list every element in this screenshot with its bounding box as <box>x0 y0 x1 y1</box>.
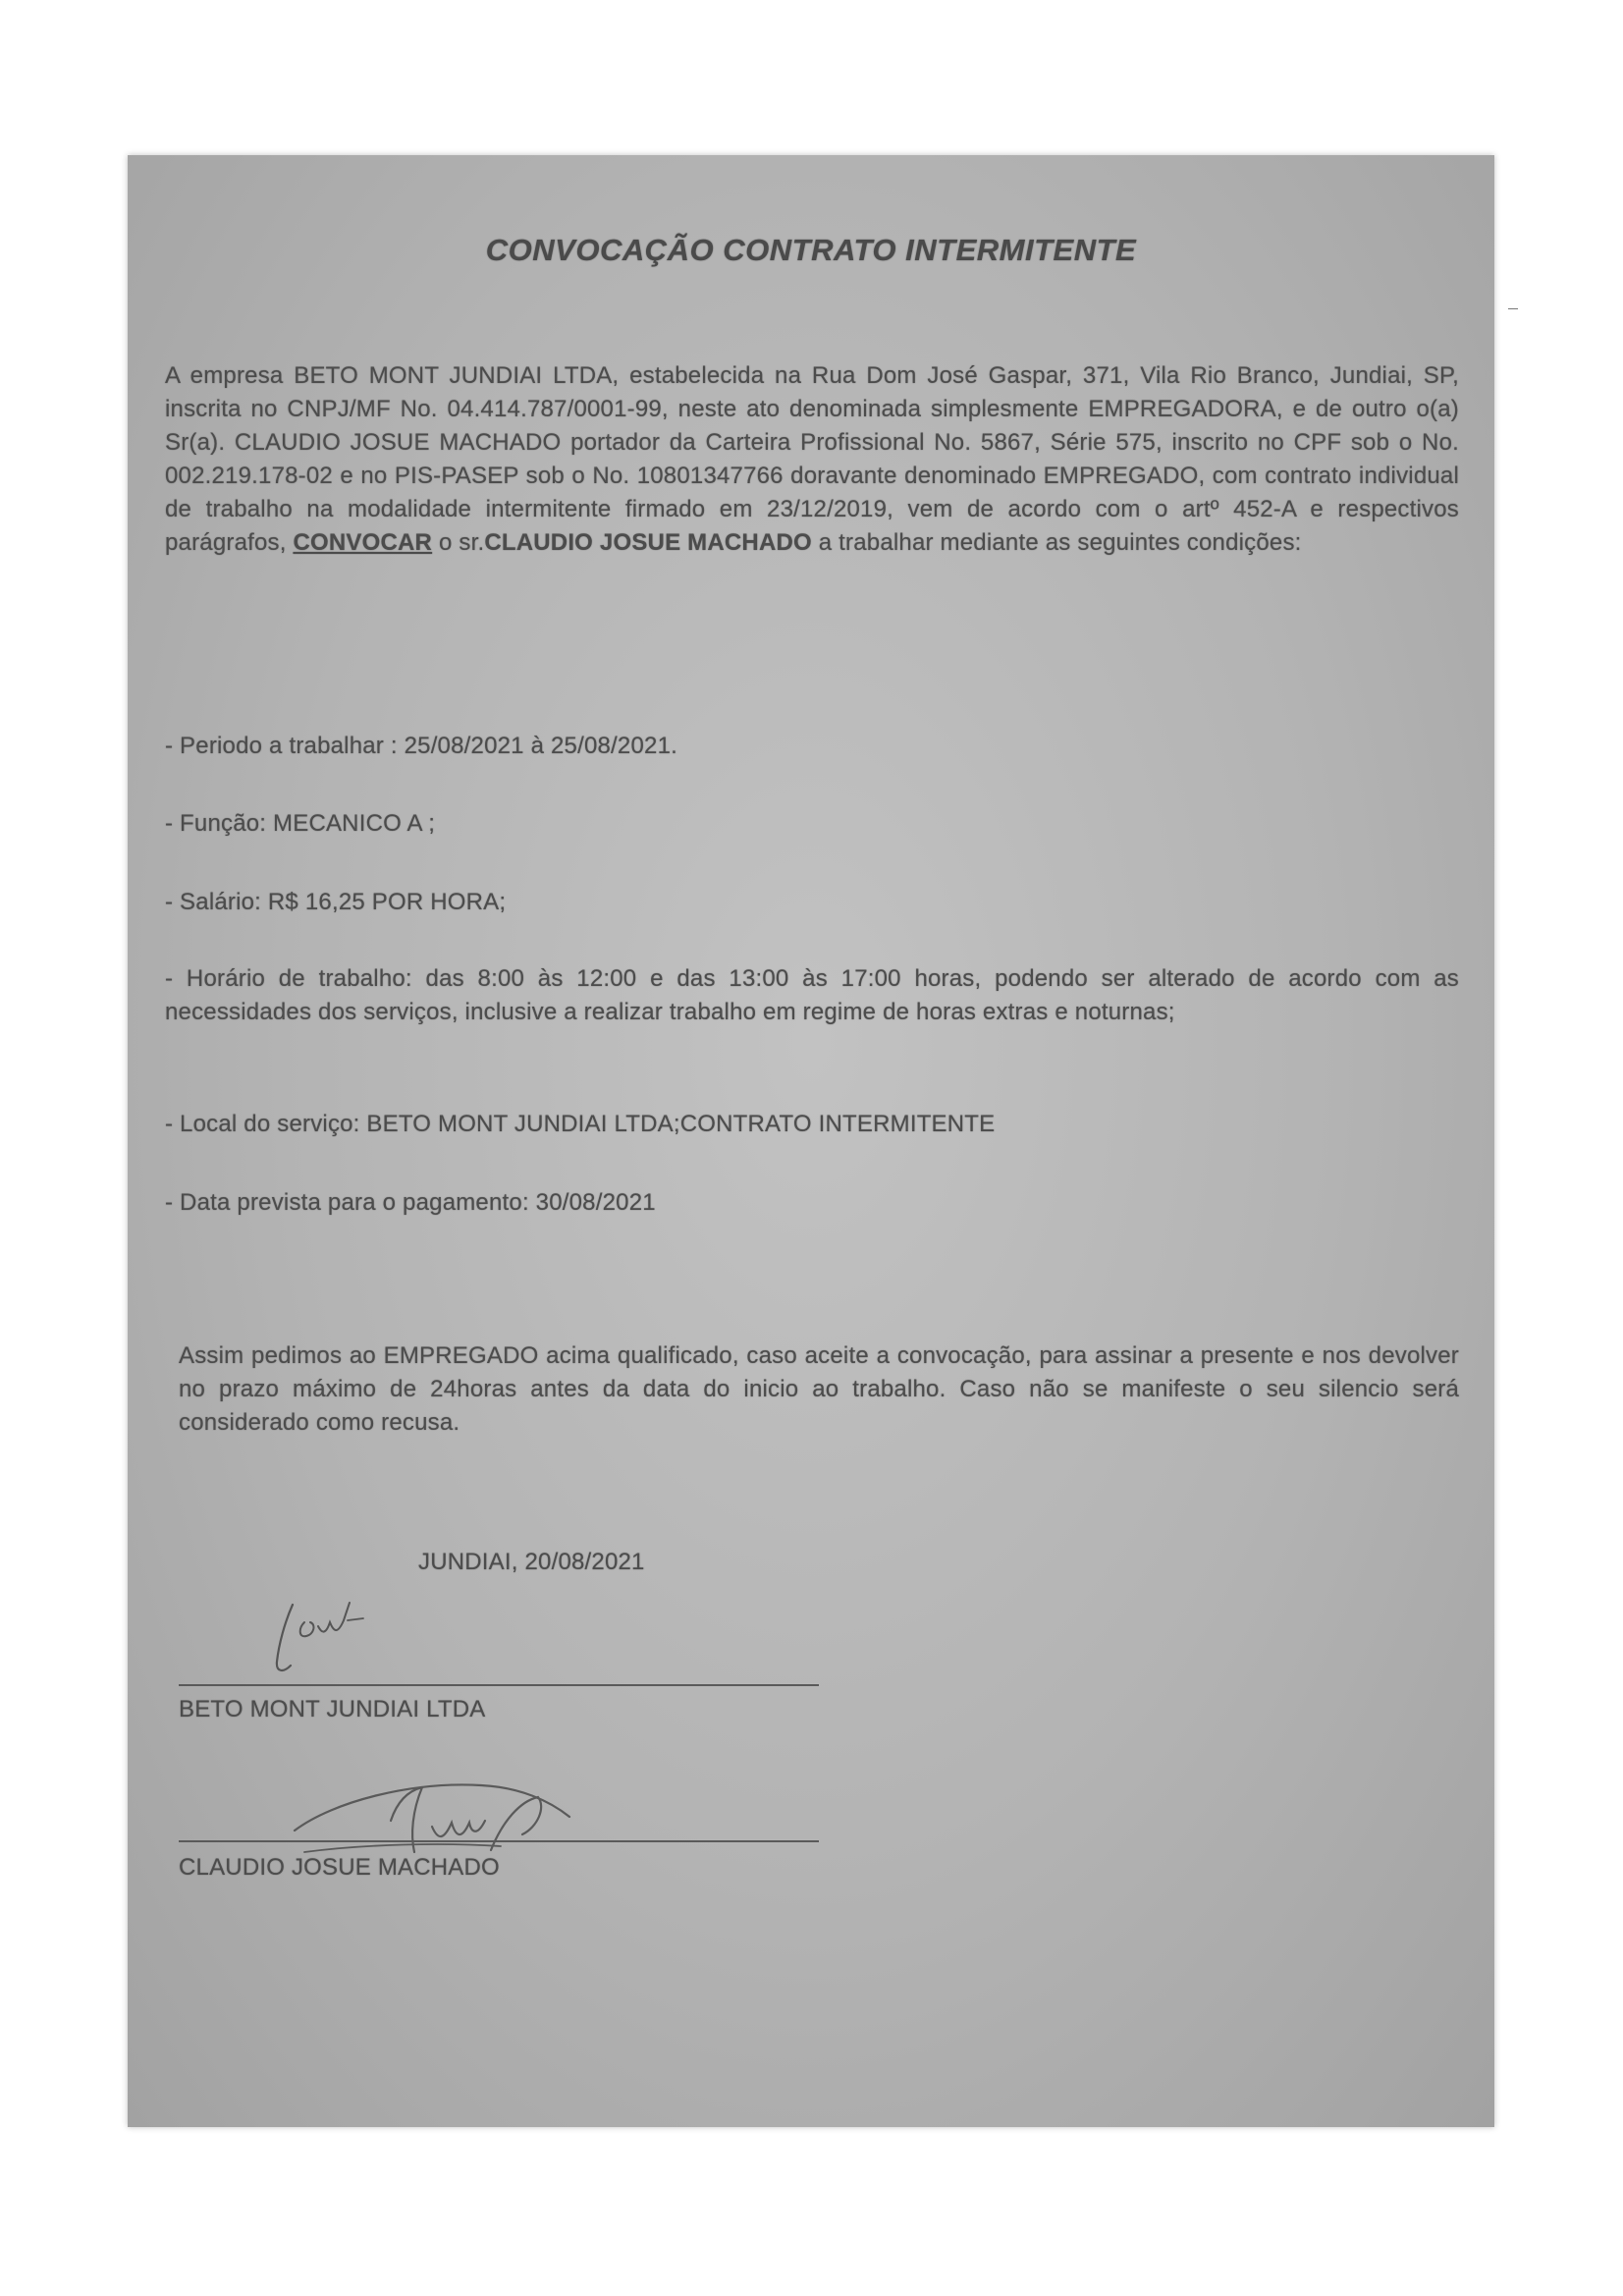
condition-periodo: - Periodo a trabalhar : 25/08/2021 à 25/08/2021. <box>165 733 677 759</box>
employee-name: CLAUDIO JOSUE MACHADO <box>179 1854 500 1881</box>
intro-text-part1: A empresa BETO MONT JUNDIAI LTDA, estabelecida na Rua Dom José Gaspar, 371, Vila Rio Branco, Jundiai, SP, inscrita no CNPJ/MF No. 04.414.787/0001-99, neste ato denominada simplesmente EMPREGADORA, e de outro o(a) Sr(a). CLAUDIO JOSUE MACHADO portador da Carteira Profissional No. 5867, Série 575, inscrito no CPF sob o No. 002.219.178-02 e no PIS-PASEP sob o No. 10801347766 doravante denominado EMPREGADO, com contrato individual de trabalho na modalidade intermitente firmado em 23/12/2019, vem de acordo com o artº 452-A e respectivos parágrafos, <box>165 362 1459 556</box>
intro-text-part2: o sr. <box>432 529 485 556</box>
intro-paragraph <box>165 359 1459 560</box>
condition-pagamento: - Data prevista para o pagamento: 30/08/2021 <box>165 1189 656 1216</box>
condition-horario: - Horário de trabalho: das 8:00 às 12:00 e das 13:00 às 17:00 horas, podendo ser alterado de acordo com as necessidades dos serviços, inclusive a realizar trabalho em regime de horas extras e noturnas; <box>165 965 1459 1025</box>
condition-salario: - Salário: R$ 16,25 POR HORA; <box>165 889 507 915</box>
condition-local: - Local do serviço: BETO MONT JUNDIAI LTDA;CONTRATO INTERMITENTE <box>165 1111 996 1137</box>
intro-text-part3: a trabalhar mediante as seguintes condições: <box>811 529 1302 556</box>
place-date: JUNDIAI, 20/08/2021 <box>418 1549 645 1575</box>
document-title: CONVOCAÇÃO CONTRATO INTERMITENTE <box>485 232 1137 267</box>
scanned-document <box>128 155 1494 2127</box>
convocar-emphasis: CONVOCAR <box>293 529 433 556</box>
employer-signature-line <box>179 1684 819 1686</box>
scan-artifact <box>1508 308 1518 309</box>
employee-name-bold: CLAUDIO JOSUE MACHADO <box>484 529 812 556</box>
condition-funcao: - Função: MECANICO A ; <box>165 810 436 837</box>
employer-name: BETO MONT JUNDIAI LTDA <box>179 1696 486 1722</box>
closing-paragraph: Assim pedimos ao EMPREGADO acima qualificado, caso aceite a convocação, para assinar a presente e nos devolver no prazo máximo de 24horas antes da data do inicio ao trabalho. Caso não se manifeste o seu silencio será considerado como recusa. <box>179 1342 1459 1436</box>
employer-signature-icon <box>265 1583 412 1681</box>
employee-signature-line <box>179 1840 819 1842</box>
